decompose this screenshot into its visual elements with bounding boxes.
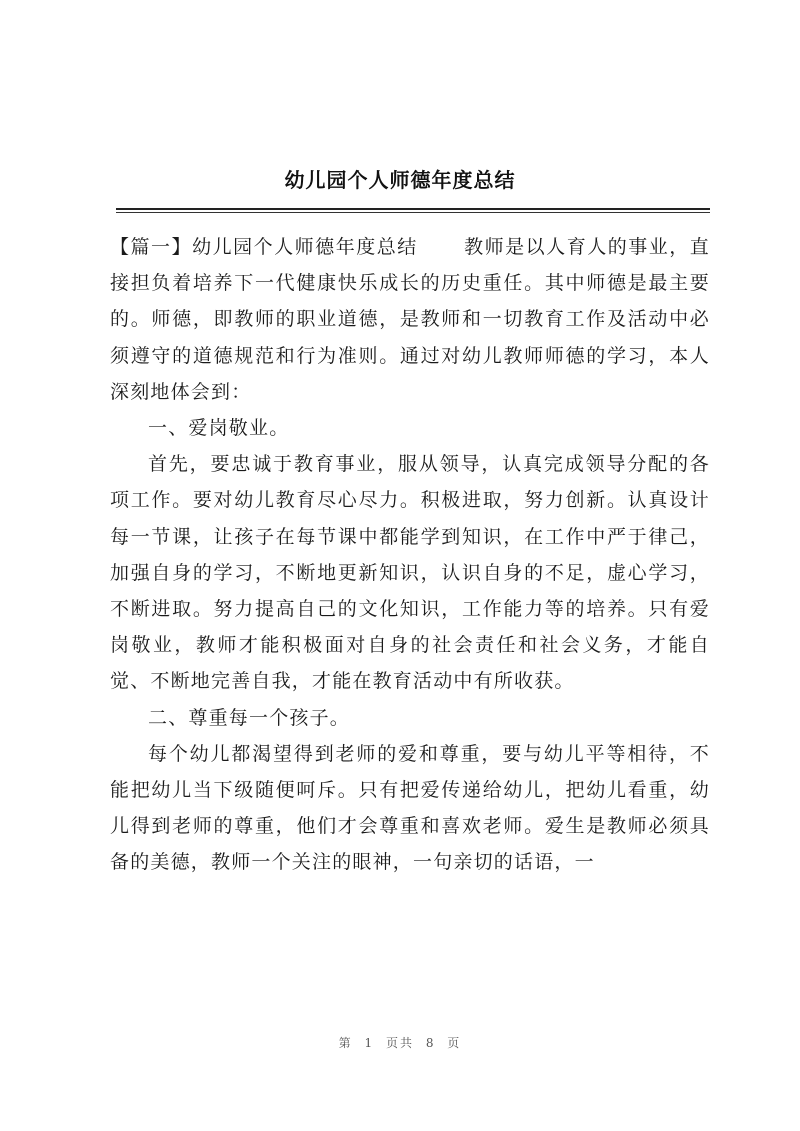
intro-text: 教师是以人育人的事业，直接担负着培养下一代健康快乐成长的历史重任。其中师德是最主要的。师德，即教师的职业道德，是教师和一切教育工作及活动中必须遵守的道德规范和行为准则。通过对幼儿教师师德的学习，本人深刻地体会到： [110,236,710,403]
footer-prefix: 第 [338,1036,353,1050]
document-title: 幼儿园个人师德年度总结 [284,168,516,192]
footer-total-pages: 8 [425,1036,436,1050]
title-divider-thin [116,212,710,213]
page-footer [0,1034,800,1051]
intro-heading: 【篇一】幼儿园个人师德年度总结 [110,236,418,258]
body-paragraph-1: 首先，要忠诚于教育事业，服从领导，认真完成领导分配的各项工作。要对幼儿教育尽心尽力。积极进取，努力创新。认真设计每一节课，让孩子在每节课中都能学到知识，在工作中严于律己，加强自身的学习，不断地更新知识，认识自身的不足，虚心学习，不断进取。努力提高自己的文化知识，工作能力等的培养。只有爱岗敬业，教师才能积极面对自身的社会责任和社会义务，才能自觉、不断地完善自我，才能在教育活动中有所收获。 [110,453,710,693]
title-divider-thick [116,208,710,210]
document-body [110,229,710,881]
section-heading-1: 一、爱岗敬业。 [148,417,290,440]
footer-suffix: 页 [447,1036,462,1050]
footer-current-page: 1 [364,1036,375,1050]
intro-paragraph [110,229,710,410]
section-heading-2: 二、尊重每一个孩子。 [148,706,351,729]
body-paragraph-2: 每个幼儿都渴望得到老师的爱和尊重，要与幼儿平等相待，不能把幼儿当下级随便呵斥。只有把爱传递给幼儿，把幼儿看重，幼儿得到老师的尊重，他们才会尊重和喜欢老师。爱生是教师必须具备的美德，教师一个关注的眼神，一句亲切的话语，一 [110,742,710,874]
footer-middle: 页共 [385,1036,414,1050]
